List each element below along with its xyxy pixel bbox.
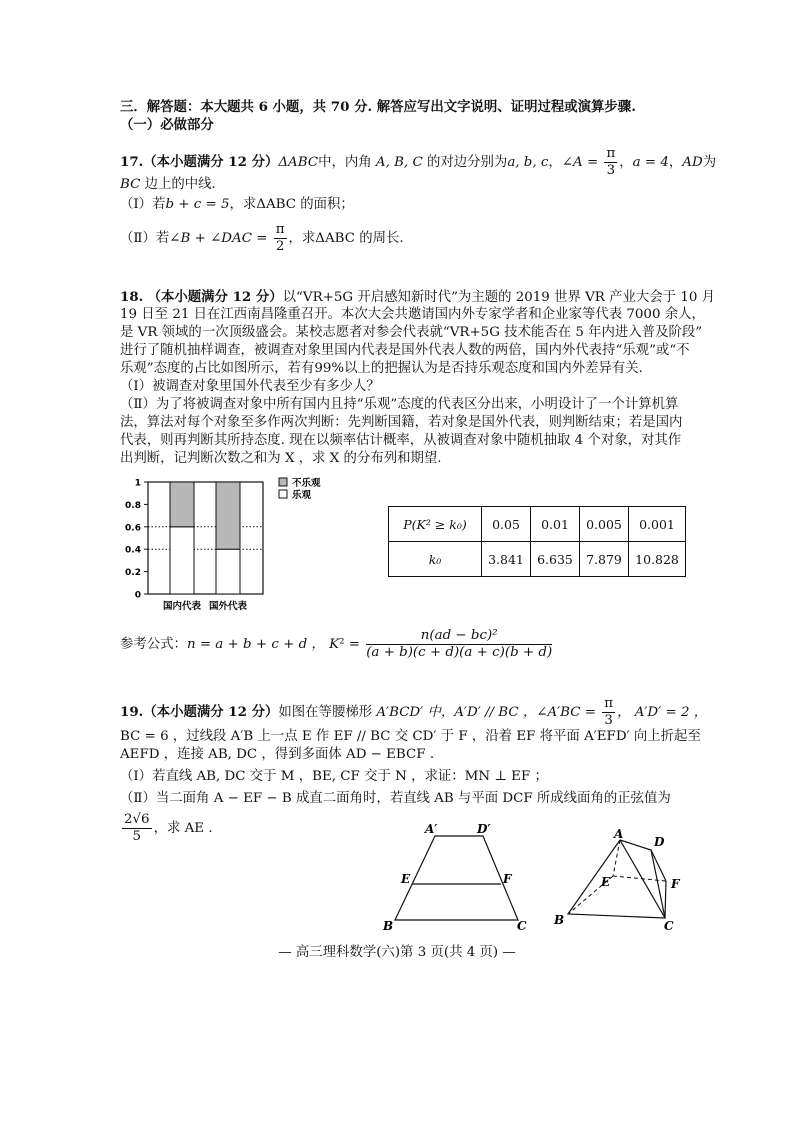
table-head-k: k₀ [389,542,482,577]
section-heading: 三．解答题：本大题共 6 小题，共 70 分. 解答应写出文字说明、证明过程或演算步骤. [120,99,636,115]
y-tick-label: 1 [134,478,141,489]
y-tick-label: 0.6 [125,523,141,534]
table-head-p: P(K² ≥ k₀) [389,507,482,542]
q17-line2: BC 边上的中线. [120,177,216,192]
y-tick-label: 0.8 [125,500,141,511]
q18-part2-line4: 出判断，记判断次数之和为 X ，求 X 的分布列和期望. [120,451,442,466]
label-a: A [614,827,624,841]
q19-sine-fraction: $\frac{2√6}{5}$ [124,812,150,844]
q19-angle-fraction: $\frac{\pi}{3}$ [604,696,614,728]
q18-part2-line3: 代表，则再判断其所持态度. 现在以频率估计概率，从被调查对象中随机抽取 4 个对象，对其作 [120,433,682,448]
label-e: E [601,875,611,889]
q17-number: 17. [120,154,144,170]
bar-pessimistic [170,482,194,527]
q17-part2-fraction: $\frac{\pi}{2}$ [275,222,285,254]
trapezoid-outline [395,836,518,920]
table-cell: 10.828 [629,542,686,577]
q18-line-4: 乐观”态度的占比如图所示，若有99%以上的把握认为是否持乐观态度和国内外差异有关. [120,361,643,376]
label-c: C [517,919,527,933]
q17-part1: （Ⅰ）若b + c = 5，求ΔABC 的面积； [120,197,354,212]
q17-stem-a: 中，内角 [318,155,372,170]
x-tick-label: 国外代表 [208,601,248,612]
q18-part1: （Ⅰ）被调查对象里国外代表至少有多少人？ [120,379,380,394]
table-cell: 7.879 [580,542,629,577]
y-tick-label: 0.2 [125,568,141,579]
critical-value-table [388,506,686,577]
table-cell: 6.635 [531,542,580,577]
q17-a-value: a = 4 [632,155,669,170]
edge-ef-hidden [613,876,666,881]
q17-ad: AD [682,155,703,170]
y-tick-label: 0 [134,590,141,601]
legend-swatch [279,478,287,486]
label-c: C [664,919,674,933]
label-d: D [654,835,665,849]
label-d-prime: D′ [477,822,491,836]
reference-formula: 参考公式：n = a + b + c + d ， K² = $\frac{\text{n(ad − bc)²}}{(a + b)(c + d)(a + c)(b + d)}$ [120,628,553,660]
table-cell: 0.05 [482,507,531,542]
legend-label: 不乐观 [292,478,321,489]
q18-line-2: 是 VR 领域的一次顶级盛会。某校志愿者对参会代表就“VR+5G 技术能否在 5 年内进入普及阶段” [120,325,703,340]
q17-part2: （Ⅱ）若∠B + ∠DAC = $\frac{\pi}{2}$ ，求ΔABC 的周长. [120,222,404,254]
q18-line-1: 19 日至 21 日在江西南昌隆重召开。本次大会共邀请国内外专家学者和企业家等代表 7000 余人， [120,307,705,322]
q19-part2: （Ⅱ）当二面角 A − EF − B 成直二面角时，若直线 AB 与平面 DCF 所成线面角的正弦值为 [120,791,671,806]
x-tick-label: 国内代表 [162,601,202,612]
table-row [389,507,686,542]
q19-line3: AEFD ，连接 AB, DC ，得到多面体 AD − EBCF . [120,747,435,762]
page-footer: — 高三理科数学(六)第 3 页(共 4 页) — [278,945,516,960]
q19-part2-ask: $\frac{2√6}{5}$ ，求 AE . [124,812,213,844]
table-cell: 0.01 [531,507,580,542]
q17-stem-b: 的对边分别为 [426,155,508,170]
edge-df [651,850,666,881]
label-e: E [401,872,411,886]
label-f: F [671,877,680,891]
q17-score: （本小题满分 12 分） [143,154,279,170]
table-cell: 0.001 [629,507,686,542]
legend-swatch [279,490,287,498]
q18-line-3: 进行了随机抽样调查，被调查对象里国内代表是国外代表人数的两倍，国内外代表持“乐观”或“不 [120,343,690,358]
label-f: F [503,872,512,886]
legend-label: 乐观 [292,490,312,501]
k2-fraction: $\frac{\text{n(ad − bc)²}}{(a + b)(c + d)(a + c)(b + d)}$ [366,628,553,660]
chart-frame [148,482,263,594]
polyhedron-solid-edges [568,840,665,918]
q17-angle-fraction: $\frac{\pi}{3}$ [606,146,616,178]
q18-line-0: 18. （本小题满分 12 分）以“VR+5G 开启感知新时代”为主题的 2019 世界 VR 产业大会于 10 月 [120,289,716,305]
edge-fc [665,881,666,918]
label-a-prime: A′ [425,822,438,836]
q18-part2-line2: 法，算法对每个对象至多作两次判断：先判断国籍，若对象是国外代表，则判断结束；若是国内 [120,415,683,430]
q19-line1: 19.（本小题满分 12 分）如图在等腰梯形 A′BCD′ 中，A′D′ // BC ，∠A′BC = $\frac{\pi}{3}$ ， A′D′ = 2 ， [120,696,708,728]
q18-part2-line1: （Ⅱ）为了将被调查对象中所有国内且持“乐观”态度的代表区分出来，小明设计了一个计算机算 [120,397,679,412]
table-cell: 0.005 [580,507,629,542]
polyhedron-figure [548,826,698,936]
label-b: B [554,913,565,927]
bar-optimistic [216,549,240,594]
label-b: B [383,919,394,933]
attitude-bar-chart [115,474,355,616]
q17-stem: 17.（本小题满分 12 分）ΔABC中，内角 A, B, C 的对边分别为a, b, c，∠A = $\frac{\pi}{3}$ ，a = 4，AD为 [120,146,717,178]
bar-optimistic [170,527,194,594]
section-subheading: （一）必做部分 [120,117,214,133]
y-tick-label: 0.4 [125,545,141,556]
trapezoid-figure [375,820,535,940]
table-cell: 3.841 [482,542,531,577]
table-row [389,542,686,577]
bar-pessimistic [216,482,240,549]
q19-line2: BC = 6 ，过线段 A′B 上一点 E 作 EF // BC 交 CD′ 于 F ，沿着 EF 将平面 A′EFD′ 向上折起至 [120,729,701,744]
q19-part1: （Ⅰ）若直线 AB, DC 交于 M ，BE, CF 交于 N ，求证：MN ⊥ EF ； [120,769,548,784]
